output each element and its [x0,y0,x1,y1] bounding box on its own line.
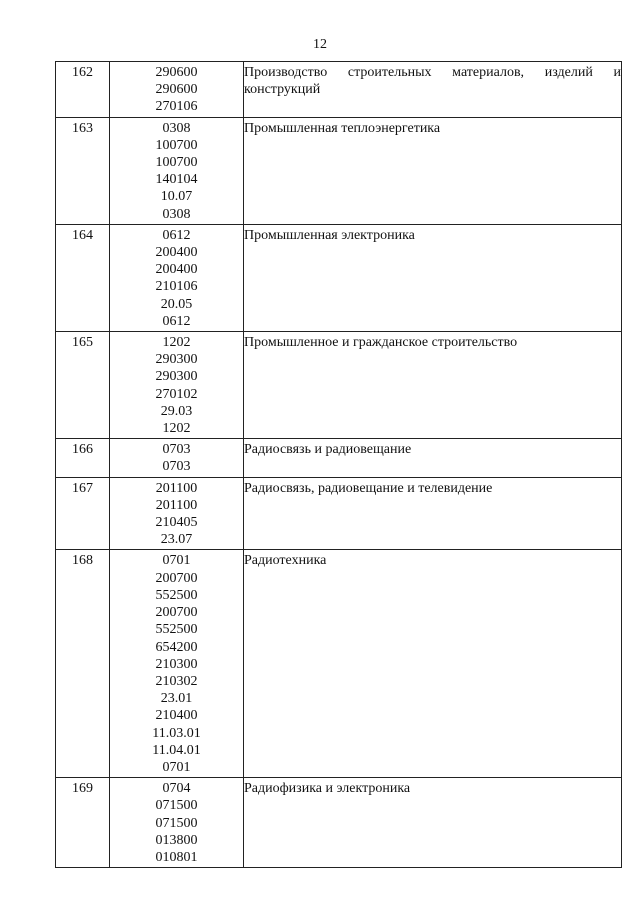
code-line: 0612 [162,313,191,329]
row-number-cell [56,117,110,224]
table-row [56,117,622,224]
code-line: 100700 [155,137,198,153]
specialty-codes-table [55,61,622,868]
row-number: 166 [72,442,93,458]
specialty-name-cell [244,778,622,868]
codes-cell [110,477,244,550]
codes-cell [110,550,244,778]
codes-cell [110,439,244,477]
row-number-cell [56,62,110,118]
code-line: 0704 [162,781,191,797]
code-line: 20.05 [160,296,193,312]
page-number: 12 [313,37,327,52]
code-line: 210405 [155,515,198,531]
specialty-name-cell [244,224,622,331]
table-row [56,332,622,439]
row-number: 162 [72,65,93,80]
code-line: 290600 [155,82,198,98]
row-number: 169 [72,781,93,797]
code-line: 210300 [155,656,198,672]
specialty-name-cell [244,117,622,224]
codes-cell [110,224,244,331]
code-line: 0701 [162,553,191,569]
code-line: 290600 [155,65,198,80]
code-line: 013800 [155,832,198,848]
code-line: 23.01 [160,691,193,707]
code-line: 290300 [155,352,198,368]
code-line: 23.07 [160,532,193,548]
codes-list [110,550,243,777]
code-line: 10.07 [160,189,193,205]
code-line: 290300 [155,369,198,385]
code-line: 0701 [162,759,191,775]
table-row [56,62,622,118]
row-number-cell [56,224,110,331]
codes-cell [110,62,244,118]
row-number: 164 [72,227,93,243]
specialty-name-cell [244,439,622,477]
code-line: 552500 [155,622,198,638]
specialty-name: Радиосвязь и радиовещание [244,442,412,458]
code-line: 201100 [155,480,198,496]
code-line: 100700 [155,155,198,171]
table-row [56,550,622,778]
codes-cell [110,778,244,868]
table-row [56,477,622,550]
code-line: 200400 [155,245,198,261]
table-row [56,778,622,868]
specialty-name: Промышленное и гражданское строительство [244,335,518,351]
code-line: 010801 [155,849,198,865]
code-line: 11.03.01 [152,725,201,741]
code-line: 270106 [155,99,198,115]
specialty-name-cell [244,62,622,118]
table-row [56,224,622,331]
specialty-name: Промышленная теплоэнергетика [244,120,441,136]
row-number-cell [56,778,110,868]
code-line: 0612 [162,227,191,243]
specialty-name-cell [244,477,622,550]
code-line: 1202 [162,335,191,351]
row-number: 167 [72,480,93,496]
codes-list [110,439,243,476]
specialty-name: Радиофизика и электроника [244,781,411,797]
code-line: 210106 [155,279,198,295]
code-line: 29.03 [160,403,193,419]
table-body [56,62,622,868]
codes-list [110,332,243,438]
table-row [56,439,622,477]
row-number: 168 [72,553,93,569]
specialty-name-cell [244,550,622,778]
code-line: 200700 [155,570,198,586]
specialty-name-cell [244,332,622,439]
code-line: 1202 [162,421,191,437]
codes-cell [110,332,244,439]
code-line: 201100 [155,497,198,513]
row-number-cell [56,332,110,439]
code-line: 071500 [155,798,198,814]
code-line: 0703 [162,459,191,475]
specialty-name: Радиосвязь, радиовещание и телевидение [244,480,493,496]
code-line: 071500 [155,815,198,831]
code-line: 210400 [155,708,198,724]
row-number: 163 [72,120,93,136]
code-line: 0703 [162,442,191,458]
code-line: 654200 [155,639,198,655]
codes-list [110,118,243,224]
codes-list [110,225,243,331]
codes-list [110,778,243,867]
specialty-name: Производство строительных материалов, изделий и конструкций [244,65,621,98]
code-line: 552500 [155,587,198,603]
code-line: 140104 [155,172,198,188]
specialty-name: Промышленная электроника [244,227,415,243]
code-line: 210302 [155,673,198,689]
code-line: 0308 [162,120,191,136]
row-number-cell [56,477,110,550]
code-line: 11.04.01 [152,742,201,758]
code-line: 200400 [155,262,198,278]
codes-list [110,478,243,550]
row-number-cell [56,439,110,477]
code-line: 200700 [155,605,198,621]
row-number: 165 [72,335,93,351]
code-line: 270102 [155,386,198,402]
specialty-name: Радиотехника [244,553,327,569]
codes-list [110,62,243,117]
codes-cell [110,117,244,224]
code-line: 0308 [162,206,191,222]
row-number-cell [56,550,110,778]
